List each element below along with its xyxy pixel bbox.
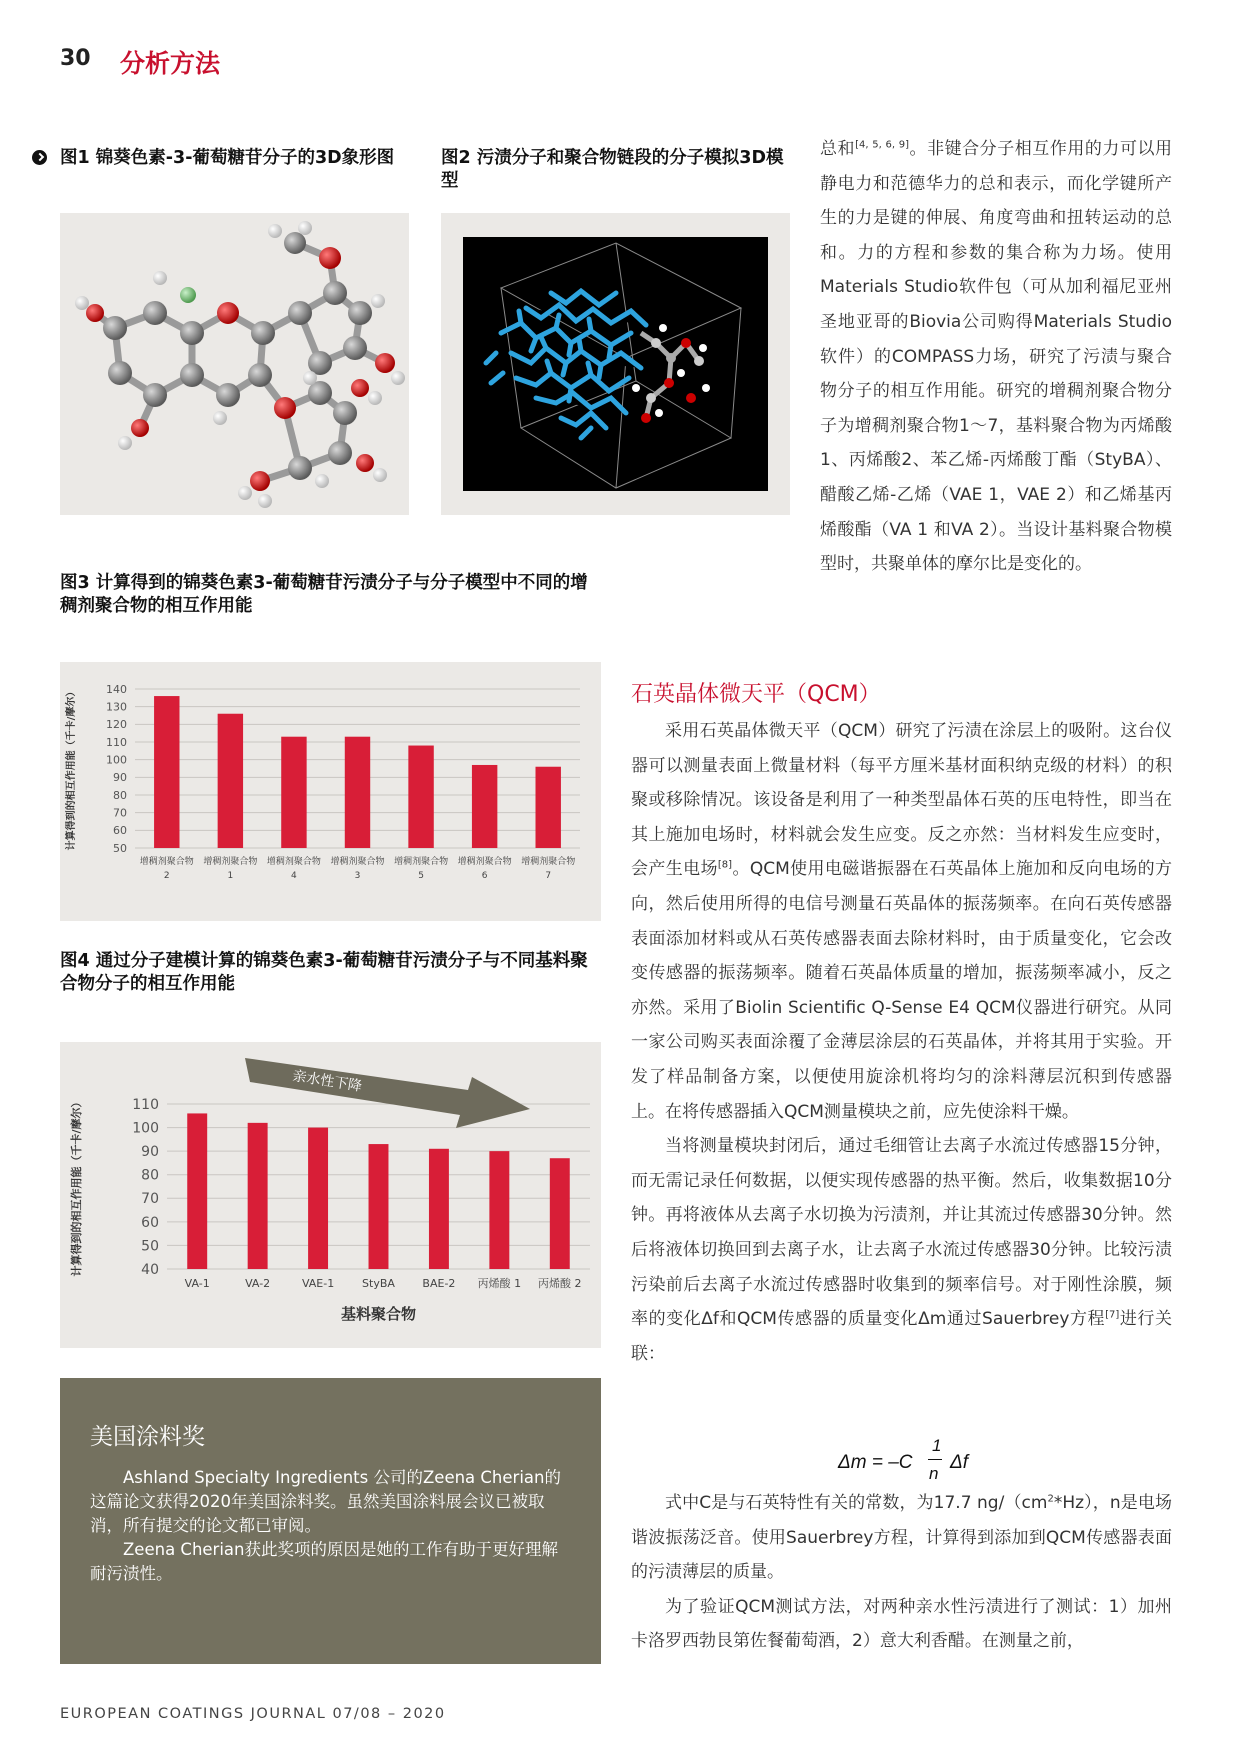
figure-3-caption: 图3 计算得到的锦葵色素3-葡萄糖苷污渍分子与分子模型中不同的增稠剂聚合物的相互作用能 [60,573,588,616]
figure-2-caption: 图2 污渍分子和聚合物链段的分子模拟3D模型 [441,148,784,191]
bar [489,1151,509,1269]
sauerbrey-equation: Δm = –C 1 n Δf [838,1436,969,1483]
polymer-simulation-image [441,213,790,515]
award-body [90,1466,570,1586]
y-tick-label: 50 [113,841,127,855]
x-tick-label: 2 [163,871,170,881]
y-tick-label: 80 [113,788,127,802]
x-tick-label: 丙烯酸 2 [538,1277,582,1290]
x-tick-label: 4 [291,871,297,881]
y-tick-label: 90 [141,1144,159,1161]
bar [550,1158,570,1269]
bar [369,1144,389,1269]
y-tick-label: 130 [106,700,127,714]
bar [472,765,497,848]
y-tick-label: 100 [132,1120,159,1137]
y-tick-label: 110 [106,735,127,749]
y-tick-label: 140 [106,682,127,696]
x-tick-label: 增稠剂聚合物 [203,857,258,867]
award-title: 美国涂料奖 [90,1424,205,1450]
qcm-text-2 [631,1486,1172,1659]
x-tick-label: 6 [481,871,488,881]
x-tick-label: VA-1 [184,1277,210,1290]
x-tick-label: 1 [227,871,234,881]
y-tick-label: 110 [132,1096,159,1113]
bar [248,1123,268,1269]
bar [308,1128,328,1269]
x-axis-label: 基料聚合物 [340,1305,417,1323]
arrow-right-icon [32,150,47,165]
x-tick-label: 增稠剂聚合物 [139,857,194,867]
body-paragraph: 式中C是与石英特性有关的常数，为17.7 $ng/(cm^2*Hz)$，n是电场谐波振荡泛音。使用Sauerbrey方程，计算得到添加到QCM传感器表面的污渍薄层的质量。 [631,1493,1172,1583]
x-tick-label: 增稠剂聚合物 [266,857,321,867]
x-tick-label: BAE-2 [422,1277,456,1290]
body-paragraph: 为了验证QCM测试方法，对两种亲水性污渍进行了测试：1）加州卡洛罗西勃艮第佐餐葡萄酒，2）意大利香醋。在测量之前， [631,1596,1172,1652]
x-tick-label: 丙烯酸 1 [477,1277,522,1290]
y-tick-label: 90 [113,771,127,785]
footer-journal: EUROPEAN COATINGS JOURNAL 07/08 – 2020 [60,1706,446,1722]
x-tick-label: 增稠剂聚合物 [457,857,512,867]
qcm-text-1 [631,714,1172,1371]
binder-energy-chart [60,1042,601,1348]
figure-4-caption: 图4 通过分子建模计算的锦葵色素3-葡萄糖苷污渍分子与不同基料聚合物分子的相互作用能 [60,951,588,994]
figure-1-molecule [60,213,409,515]
x-tick-label: 3 [354,871,361,881]
y-axis-label: 计算得到的相互作用能（千卡/摩尔） [70,1096,83,1277]
y-tick-label: 70 [113,806,127,820]
y-tick-label: 80 [141,1167,159,1184]
bar [345,737,370,848]
bar [187,1113,207,1269]
bar [281,737,306,848]
x-tick-label: 7 [545,871,552,881]
bar [218,714,243,848]
thickener-energy-chart [60,662,601,921]
x-tick-label: 增稠剂聚合物 [394,857,449,867]
x-tick-label: 增稠剂聚合物 [521,857,576,867]
molecule-3d-image [60,213,409,515]
y-tick-label: 120 [106,718,127,732]
award-paragraph: Zeena Cherian获此奖项的原因是她的工作有助于更好理解耐污渍性。 [90,1540,558,1583]
bar [429,1149,449,1269]
y-tick-label: 100 [106,753,127,767]
x-tick-label: VAE-1 [301,1277,335,1290]
y-tick-label: 60 [141,1214,159,1231]
body-paragraph: 当将测量模块封闭后，通过毛细管让去离子水流过传感器15分钟，而无需记录任何数据，以便实现传感器的热平衡。然后，收集数据10分钟。再将液体从去离子水切换为污渍剂，并让其流过传感器30分钟。然后将液体切换回到去离子水，让去离子水流过传感器30分钟。比较污渍污染前后去离子水流过传感器时收集到的频率信号。对于刚性涂膜，频率的变化Δf和QCM传感器的质量变化Δm通过Sauerbrey方程[7]进行关联： [631,1136,1172,1364]
right-column-text [820,132,1172,582]
y-tick-label: 60 [113,824,127,838]
y-tick-label: 40 [141,1261,159,1278]
section-title: 分析方法 [120,49,221,78]
arrow-annotation: 亲水性下降 [291,1068,364,1095]
bar [408,746,433,848]
award-paragraph: Ashland Specialty Ingredients 公司的Zeena Cherian的这篇论文获得2020年美国涂料奖。虽然美国涂料展会议已被取消，所有提交的论文都已审阅。 [90,1468,561,1535]
y-tick-label: 70 [141,1191,159,1208]
figure-4-chart [60,1042,601,1348]
figure-3-chart [60,662,601,921]
qcm-section-title: 石英晶体微天平（QCM） [631,682,881,707]
x-tick-label: 5 [418,871,424,881]
body-paragraph: 采用石英晶体微天平（QCM）研究了污渍在涂层上的吸附。这台仪器可以测量表面上微量材料（每平方厘米基材面积纳克级的材料）的积聚或移除情况。该设备是利用了一种类型晶体石英的压电特性，即当在其上施加电场时，材料就会发生应变。反之亦然：当材料发生应变时，会产生电场[8]。QCM使用电磁谐振器在石英晶体上施加和反向电场的方向，然后使用所得的电信号测量石英晶体的振荡频率。在向石英传感器表面添加材料或从石英传感器表面去除材料时，由于质量变化，它会改变传感器的振荡频率。随着石英晶体质量的增加，振荡频率减小，反之亦然。采用了Biolin Scientific Q-Sense E4 QCM仪器进行研究。从同一家公司购买表面涂覆了金薄层涂层的石英晶体，并将其用于实验。开发了样品制备方案，以便使用旋涂机将均匀的涂料薄层沉积到传感器上。在将传感器插入QCM测量模块之前，应先使涂料干燥。 [631,721,1173,1122]
y-tick-label: 50 [141,1238,159,1255]
decrease-arrow-icon [245,1058,530,1128]
y-axis-label: 计算得到的相互作用能（千卡/摩尔） [66,686,77,851]
x-tick-label: StyBA [362,1277,395,1290]
x-tick-label: 增稠剂聚合物 [330,857,385,867]
bar [536,767,561,848]
figure-2-simulation [441,213,790,515]
figure-1-caption: 图1 锦葵色素-3-葡萄糖苷分子的3D象形图 [60,148,395,168]
award-sidebar [60,1378,601,1664]
bar [154,696,179,848]
page-number: 30 [60,46,91,71]
body-paragraph: 总和[4, 5, 6, 9]。非键合分子相互作用的力可以用静电力和范德华力的总和表示，而化学键所产生的力是键的伸展、角度弯曲和扭转运动的总和。力的方程和参数的集合称为力场。使用Materials Studio软件包（可从加利福尼亚州圣地亚哥的Biovia公司购得Materials Studio软件）的COMPASS力场，研究了污渍与聚合物分子的相互作用能。研究的增稠剂聚合物分子为增稠剂聚合物1～7，基料聚合物为丙烯酸1、丙烯酸2、苯乙烯-丙烯酸丁酯（StyBA）、醋酸乙烯-乙烯（VAE 1，VAE 2）和乙烯基丙烯酸酯（VA 1 和VA 2）。当设计基料聚合物模型时，共聚单体的摩尔比是变化的。 [820,139,1173,575]
x-tick-label: VA-2 [245,1277,271,1290]
